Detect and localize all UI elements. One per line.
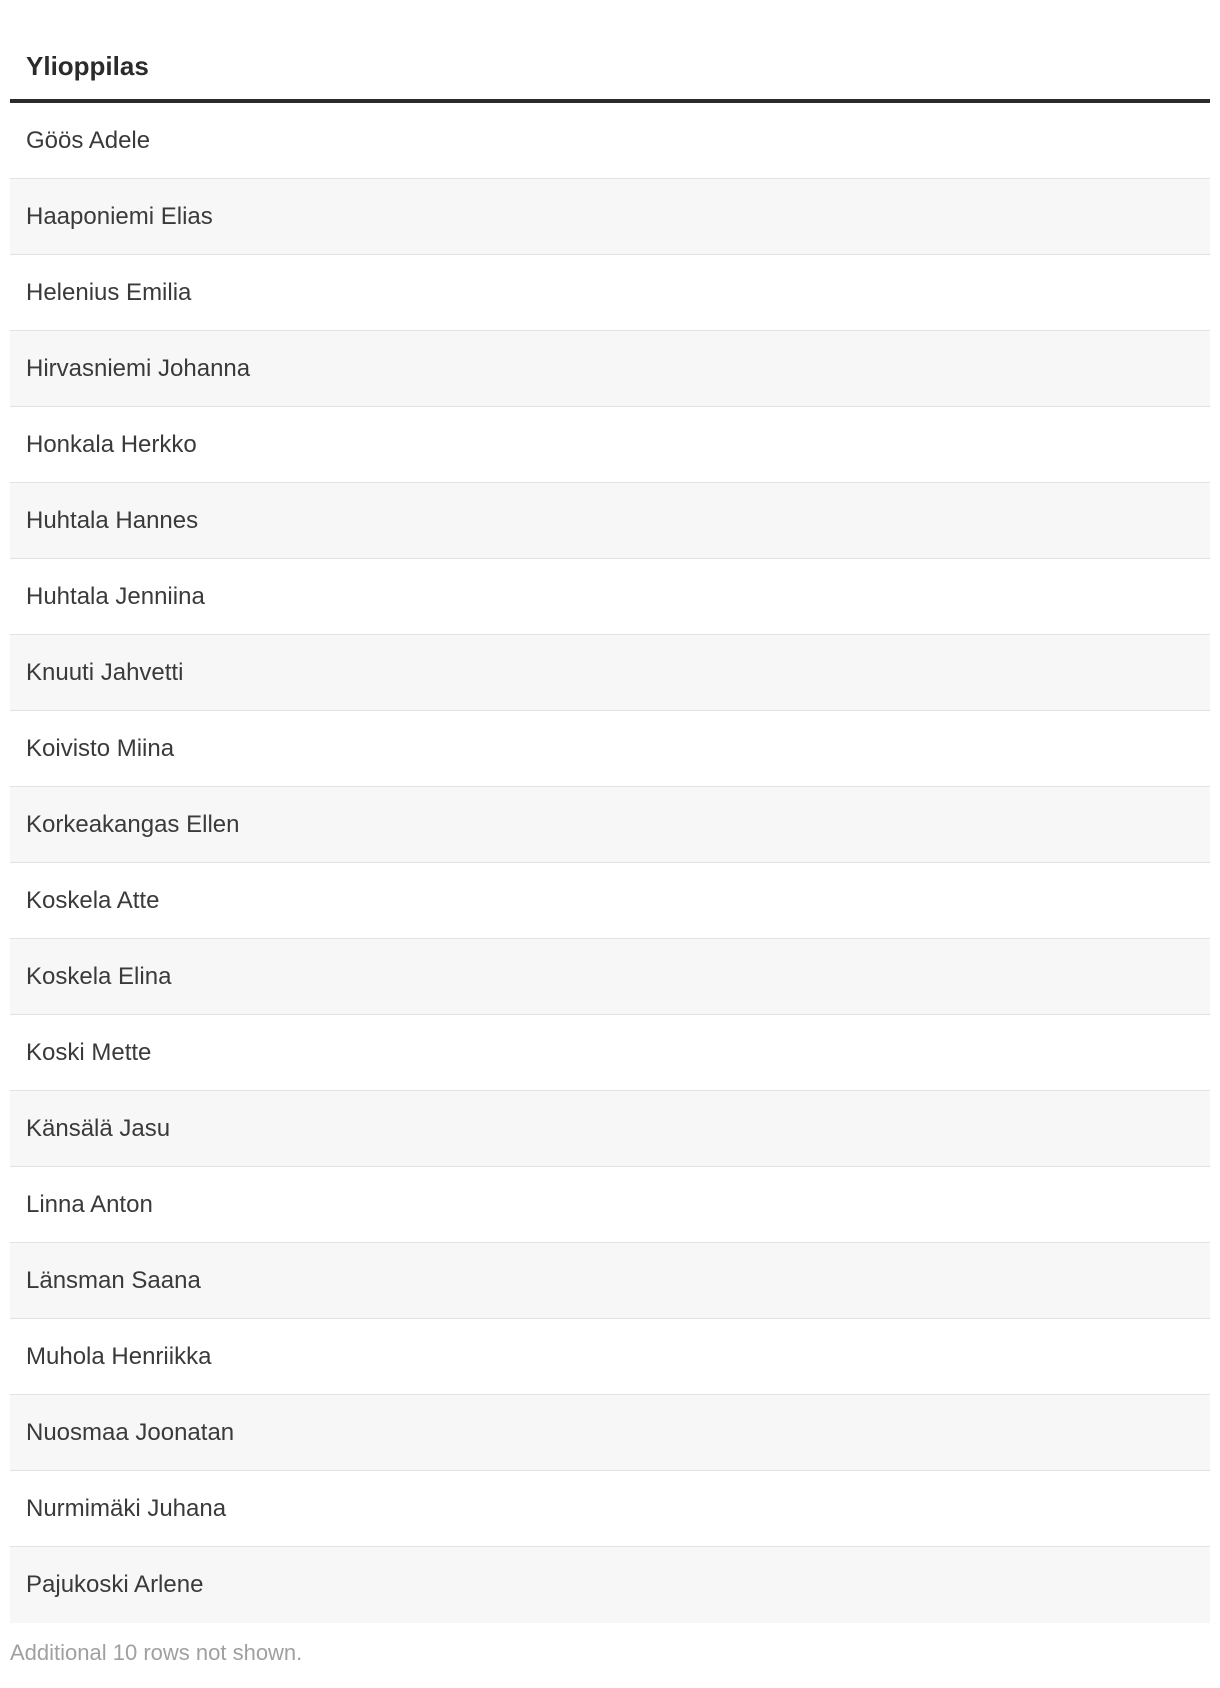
- table-body: [10, 103, 1210, 1623]
- table-row: Hirvasniemi Johanna: [10, 331, 1210, 407]
- table-row: Känsälä Jasu: [10, 1091, 1210, 1167]
- column-header: [10, 30, 1210, 103]
- table-row: Koskela Elina: [10, 939, 1210, 1015]
- table-row: Knuuti Jahvetti: [10, 635, 1210, 711]
- table-row: Linna Anton: [10, 1167, 1210, 1243]
- table-row: Muhola Henriikka: [10, 1319, 1210, 1395]
- table-row: Nuosmaa Joonatan: [10, 1395, 1210, 1471]
- table-row: Helenius Emilia: [10, 255, 1210, 331]
- table-row: Göös Adele: [10, 103, 1210, 179]
- table-row: Länsman Saana: [10, 1243, 1210, 1319]
- table-row: Koski Mette: [10, 1015, 1210, 1091]
- table-row: Koskela Atte: [10, 863, 1210, 939]
- table-row: Korkeakangas Ellen: [10, 787, 1210, 863]
- table-row: Nurmimäki Juhana: [10, 1471, 1210, 1547]
- table-row: Haaponiemi Elias: [10, 179, 1210, 255]
- table-row: Huhtala Jenniina: [10, 559, 1210, 635]
- table-row: Pajukoski Arlene: [10, 1547, 1210, 1623]
- rows-not-shown-note: Additional 10 rows not shown.: [10, 1640, 303, 1665]
- student-table: [10, 30, 1210, 1623]
- table-row: Huhtala Hannes: [10, 483, 1210, 559]
- table-row: Honkala Herkko: [10, 407, 1210, 483]
- table-row: Koivisto Miina: [10, 711, 1210, 787]
- column-header-label: Ylioppilas: [26, 51, 149, 81]
